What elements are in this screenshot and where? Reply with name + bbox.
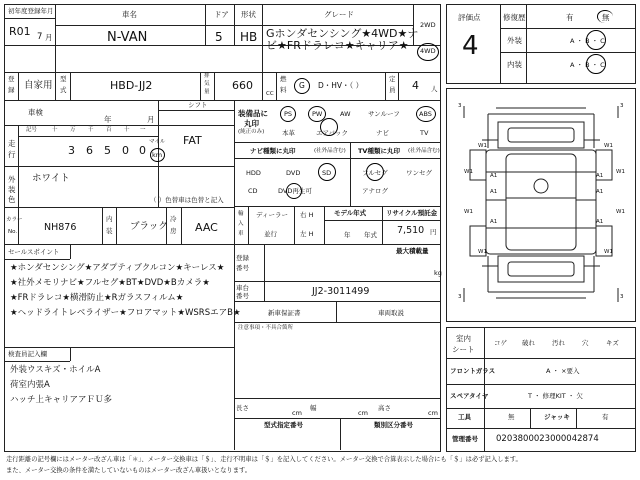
ext-label-1: 外: [8, 175, 16, 184]
tv-type-title: TV種類に丸印: [358, 147, 400, 155]
repair-none-circle: [597, 10, 613, 23]
inspector-note: 外装ウスキズ・ホイルA: [10, 365, 101, 375]
color-note: （ ）色替車は色替と記入: [150, 196, 224, 204]
exterior-grade-label: 外装: [507, 36, 522, 45]
color-code-label: カラー: [6, 217, 23, 223]
seat-item: 破れ: [522, 339, 535, 347]
plate-label-1: 登: [8, 75, 15, 83]
body-shape: HB: [240, 30, 258, 44]
equipment-title-3: (純正のみ): [238, 129, 265, 135]
navi-dvd: DVD: [286, 169, 301, 177]
seat-label-2: シート: [452, 345, 475, 354]
digit-label-100: 百: [106, 127, 112, 133]
model-year-label: モデル年式: [334, 209, 367, 217]
reg-month: 7: [37, 32, 43, 42]
equipment-abs: ABS: [419, 110, 432, 118]
tv-oneseg: ワンセグ: [406, 169, 432, 177]
import-label-3: 車: [238, 231, 244, 237]
seat-label: 室内: [456, 334, 471, 343]
inspection-year-unit: 年: [104, 115, 112, 124]
interior-grade-circle: [586, 54, 606, 74]
digit-label-10k10: 十: [52, 127, 58, 133]
mileage-digit: 3: [68, 144, 75, 157]
damage-mark: A1: [596, 173, 604, 179]
drive-2wd: 2WD: [420, 21, 436, 29]
footer-note-1: 走行距離の記号欄にはメーター改ざん車は「＊」、メーター交換車は「＄」、走行不明車は「＄」を記入してください。メーター交換で合算表示した場合にも「＄」は必ず記入します。: [6, 456, 522, 463]
fuel-selected: G: [299, 81, 305, 90]
length-unit: cm: [292, 409, 302, 417]
height-unit: cm: [428, 409, 438, 417]
damage-mark: A1: [596, 189, 604, 195]
mileage-unit: km: [152, 151, 163, 159]
grade-label: グレード: [324, 10, 354, 19]
jack-label: ジャッキ: [544, 413, 570, 421]
drive-4wd: 4WD: [420, 47, 436, 55]
jack-value: 有: [602, 413, 609, 421]
model-code-label-2: 式: [60, 86, 67, 94]
type-designation-label: 型式指定番号: [264, 421, 303, 429]
ext-label-3: 色: [8, 195, 16, 204]
max-load-label: 最大積載量: [396, 247, 429, 255]
inspection-month-unit: 月: [147, 115, 155, 124]
fuel-options: D・HV・（ ）: [318, 81, 364, 90]
disp-label-1: 排: [204, 73, 210, 79]
equipment-airbag: エアバック: [316, 129, 348, 137]
shift: FAT: [183, 134, 202, 147]
tv-analog: アナログ: [362, 187, 388, 195]
shift-label: シフト: [188, 101, 208, 109]
selling-point: ★ヘッドライトレベライザー★フロアマット★WSRSエアB★: [10, 308, 241, 318]
height-label: 高さ: [378, 404, 391, 412]
grade-line2: ビ★FRドラレコ★キャリア★: [266, 39, 409, 52]
tv-fullseg: フルセグ: [362, 169, 388, 177]
digit-label-10: 十: [124, 127, 130, 133]
damage-mark: W1: [604, 249, 613, 255]
disp-label-3: 量: [204, 89, 210, 95]
capacity: 4: [412, 79, 419, 92]
seat-item: キズ: [606, 339, 619, 347]
reg-year: R01: [9, 25, 31, 38]
class-number-label: 類別区分番号: [374, 421, 413, 429]
navi-type-sub: (社外品含む): [314, 148, 346, 154]
plate-label-2: 録: [8, 86, 15, 94]
damage-mark: W1: [464, 209, 473, 215]
notes-label: 注意事項・不具合箇所: [238, 325, 294, 331]
inspector-note: ハッチ上キャリアアＦＵ多: [10, 395, 113, 405]
import-label-2: 入: [238, 221, 244, 227]
footer-note-2: また、メーター交換の条件を満たしていないものはメーター改ざん車扱いとなります。: [6, 467, 252, 474]
management-number: 0203800023000042874: [496, 434, 599, 444]
damage-mark: A1: [490, 189, 498, 195]
selling-points-title: セールスポイント: [8, 248, 60, 256]
digit-label-1k: 千: [88, 127, 94, 133]
new-car-warranty: 新車保証書: [268, 309, 301, 317]
navi-hdd: HDD: [246, 169, 261, 177]
capacity-unit: 人: [431, 85, 438, 93]
mileage-digit: 0: [139, 144, 146, 157]
recycle-yen: 円: [430, 228, 437, 236]
windshield-value: A ・ ×要入: [546, 367, 580, 375]
model-year-unit1: 年: [344, 231, 351, 239]
car-name-label: 車名: [122, 10, 137, 19]
tools-value: 無: [508, 413, 515, 421]
digit-label-1: 一: [140, 127, 146, 133]
vehicle-manual: 車両取説: [378, 309, 404, 317]
interior-label-1: 内: [106, 215, 113, 223]
interior-color: ブラック: [130, 221, 168, 232]
cc-unit: CC: [266, 91, 274, 97]
navi-sd: SD: [322, 169, 332, 177]
reg-number-label-1: 登録: [236, 254, 249, 262]
fuel-label-1: 燃: [280, 75, 287, 83]
exterior-grade-options: A ・ B ・ C: [570, 37, 605, 45]
use-type: 自家用: [24, 80, 53, 91]
equipment-leather: 本革: [282, 129, 295, 137]
interior-label-2: 装: [106, 227, 113, 235]
mileage-label-1: 走: [8, 139, 16, 148]
damage-mark: A1: [490, 173, 498, 179]
seat-item: 穴: [582, 339, 589, 347]
exterior-color: ホワイト: [32, 173, 70, 184]
damage-mark: 3: [620, 103, 624, 109]
car-name: N-VAN: [107, 30, 148, 45]
digit-label-sym: 記号: [26, 127, 38, 133]
equipment-aw: AW: [340, 110, 351, 118]
model-code: HBD-JJ2: [110, 79, 153, 92]
spare-tire-label: スペアタイヤ: [450, 392, 489, 400]
management-number-label: 管理番号: [452, 435, 478, 443]
capacity-label-2: 員: [389, 86, 396, 94]
handle-right: 右 H: [300, 211, 314, 219]
reg-number-label-2: 番号: [236, 264, 249, 272]
inspector-notes-title: 検査員記入欄: [8, 350, 47, 358]
equipment-title: 装備品に: [238, 109, 268, 118]
capacity-label-1: 定: [389, 75, 396, 83]
equipment-sunroof: サンルーフ: [368, 110, 400, 118]
import-dealer: ディーラー: [256, 211, 288, 219]
length-label: 長さ: [236, 404, 249, 412]
import-parallel: 並行: [264, 230, 277, 238]
equipment-ps: PS: [284, 110, 293, 118]
repair-have: 有: [566, 13, 574, 22]
score-label: 評価点: [458, 13, 481, 22]
seat-item: コゲ: [494, 339, 507, 347]
navi-cd: CD: [248, 187, 258, 195]
car-diagram: [446, 88, 636, 322]
exterior-grade-circle: [586, 30, 606, 50]
width-unit: cm: [358, 409, 368, 417]
import-label-1: 輸: [238, 211, 244, 217]
reg-month-unit: 月: [45, 33, 53, 42]
reg-year-label: 初年度登録年月: [8, 7, 54, 15]
ac-label-2: 房: [170, 227, 177, 235]
inspector-note: 荷室内張A: [10, 380, 50, 390]
chassis-label-1: 車台: [236, 284, 249, 292]
damage-mark: W1: [604, 143, 613, 149]
auction-score: 4: [462, 31, 479, 61]
windshield-label: フロントガラス: [450, 367, 496, 375]
doors: 5: [215, 30, 223, 44]
chassis-number: JJ2-3011499: [312, 286, 370, 297]
damage-mark: 3: [458, 103, 462, 109]
damage-mark: W1: [616, 169, 625, 175]
doors-label: ドア: [214, 10, 229, 19]
grade-line1: Gホンダセンシング★4WD★ナ: [266, 27, 419, 40]
damage-mark: W1: [616, 209, 625, 215]
repair-none: 無: [602, 13, 610, 22]
recycle-label: リサイクル預託金: [386, 209, 438, 217]
selling-point: ★ホンダセンシング★アダプティブクルコン★キーレス★: [10, 263, 225, 273]
disp-label-2: 気: [204, 81, 210, 87]
body-shape-label: 形状: [241, 10, 256, 19]
repair-history-label: 修復歴: [503, 13, 526, 22]
mileage-label-2: 行: [8, 150, 16, 159]
model-year-unit2: 年式: [364, 231, 377, 239]
ac-label-1: 冷: [170, 215, 177, 223]
handle-left: 左 H: [300, 230, 314, 238]
chassis-label-2: 番号: [236, 292, 249, 300]
ext-label-2: 装: [8, 185, 16, 194]
damage-mark: W1: [478, 143, 487, 149]
equipment-title-2: 丸印: [244, 119, 259, 128]
mileage-digit: 6: [86, 144, 93, 157]
recycle-deposit: 7,510: [397, 225, 425, 236]
seat-item: 汚れ: [552, 339, 565, 347]
spare-tire-value: T ・ 修理KIT ・ 欠: [528, 392, 583, 400]
damage-mark: 3: [620, 294, 624, 300]
max-load-unit: kg: [434, 269, 442, 277]
mileage-mile-label: マイル: [149, 139, 166, 145]
interior-grade-label: 内装: [507, 60, 522, 69]
color-code: NH876: [44, 222, 77, 233]
selling-point: ★社外メモリナビ★フルセグ★BT★DVD★Bカメラ★: [10, 278, 210, 288]
interior-grade-options: A ・ B ・ C: [570, 61, 605, 69]
selling-point: ★FRドラレコ★横滑防止★Rガラスフィルム★: [10, 293, 184, 303]
damage-mark: 3: [458, 294, 462, 300]
damage-mark: W1: [464, 169, 473, 175]
tools-label: 工具: [458, 413, 471, 421]
mileage-digit: 0: [122, 144, 129, 157]
fuel-label-2: 料: [280, 86, 287, 94]
digit-label-10k: 万: [70, 127, 76, 133]
equipment-pw: PW: [312, 110, 323, 118]
model-code-label-1: 型: [60, 75, 67, 83]
damage-mark: W1: [478, 249, 487, 255]
damage-mark: A1: [490, 219, 498, 225]
width-label: 幅: [310, 404, 317, 412]
navi-type-title: ナビ種類に丸印: [250, 147, 296, 155]
displacement: 660: [232, 79, 253, 92]
navi-dvd-play: DVD再生可: [278, 187, 312, 195]
equipment-navi: ナビ: [376, 129, 389, 137]
equipment-tv: TV: [420, 129, 429, 137]
mileage-digit: 5: [104, 144, 111, 157]
air-conditioning: AAC: [195, 221, 218, 234]
tv-type-sub: (社外品含む): [408, 148, 440, 154]
damage-mark: A1: [596, 219, 604, 225]
inspection-label: 車検: [28, 108, 43, 117]
color-code-label-2: No.: [8, 229, 18, 235]
